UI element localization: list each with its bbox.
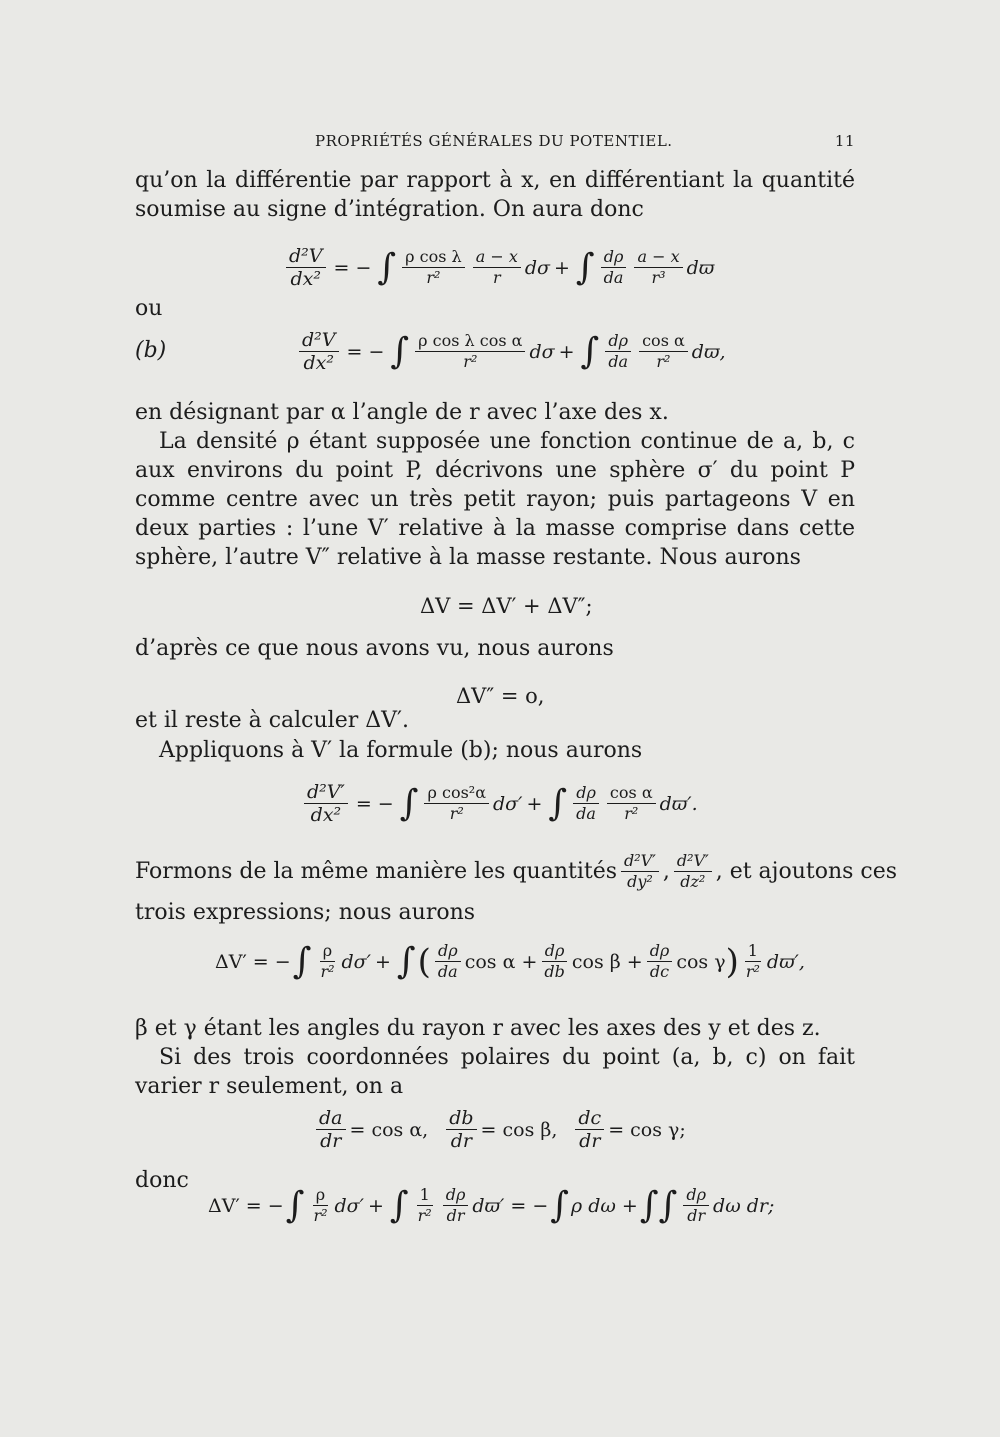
formula-5: $\frac{\text{d²V′}}{\text{dx²}}$ = − ∫ $\frac{\text{ρ cos²α}}{\text{r²}}$ dσ′ + ∫ $\frac{d\rho}{da}$ $\frac{\text{cos α}}{\text{r²}}$ dϖ′. [300, 782, 698, 825]
label-ou: ou [135, 296, 163, 321]
f1-t1b: $\frac{a - x}{r}$ [473, 248, 521, 287]
f7-c: $\frac{dc}{dr}$ [575, 1108, 604, 1151]
formula-4: ΔV″ = o, [456, 684, 545, 708]
f5-t2: $\frac{d\rho}{da}$ [573, 784, 599, 823]
formula-1: $\frac{\text{d²V}}{\text{dx²}}$ = − ∫ $\frac{\text{ρ cos λ}}{\text{r²}}$ $\frac{a - x}{r}$ dσ + ∫ $\frac{d\rho}{da}$ $\frac{a - x}{\text{r³}}$ dϖ [282, 246, 714, 289]
paragraph-5: et il reste à calculer ΔV′. [135, 708, 410, 733]
f2-t2b: $\frac{\text{cos α}}{\text{r²}}$ [639, 332, 688, 371]
paragraph-1: qu’on la différentie par rapport à x, en différentiant la quantité soumise au signe d’intégration. On aura donc [135, 168, 855, 222]
f5-t1: $\frac{\text{ρ cos²α}}{\text{r²}}$ [424, 784, 489, 823]
f6-b: $\frac{d\rho}{db}$ [541, 942, 567, 981]
paragraph-3: La densité ρ étant supposée une fonction continue de a, b, c aux environs du point P, décrivons une sphère σ′ du point P comme centre avec un très petit rayon; puis partageons V en deux parties : l’une V′ relative à la masse comprise dans cette sphère, l’autre V″ relative à la masse restante. Nous aurons [135, 429, 855, 570]
f6-c: $\frac{d\rho}{dc}$ [647, 942, 673, 981]
f5-lhs: $\frac{\text{d²V′}}{\text{dx²}}$ [304, 782, 348, 825]
f6-a: $\frac{d\rho}{da}$ [435, 942, 461, 981]
formula-6: ΔV′ = − ∫ $\frac{\rho}{\text{r²}}$ dσ′ + ∫ ( $\frac{d\rho}{da}$ cos α + $\frac{d\rho}{db}$ cos β + $\frac{d\rho}{dc}$ cos γ ) $\frac{1}{\text{r²}}$ dϖ′, [215, 940, 805, 982]
formula-2: $\frac{\text{d²V}}{\text{dx²}}$ = − ∫ $\frac{\text{ρ cos λ cos α}}{\text{r²}}$ dσ + ∫ $\frac{d\rho}{da}$ $\frac{\text{cos α}}{\text{r²}}$ dϖ, [295, 330, 726, 373]
f2-t1: $\frac{\text{ρ cos λ cos α}}{\text{r²}}$ [415, 332, 525, 371]
f8-t4: $\frac{d\rho}{dr}$ [683, 1186, 709, 1225]
label-b: (b) [135, 338, 167, 363]
f7-a: $\frac{da}{dr}$ [316, 1108, 346, 1151]
paragraph-7-line-1: Formons de la même manière les quantités $\frac{\text{d²V′}}{\text{dy²}}$ , $\frac{\text{d²V′}}{\text{dz²}}$ , et ajoutons ces [135, 851, 898, 891]
paragraph-8: β et γ étant les angles du rayon r avec les axes des y et des z. [135, 1016, 821, 1041]
paragraph-2: en désignant par α l’angle de r avec l’axe des x. [135, 400, 669, 425]
f8-t2: $\frac{1}{\text{r²}}$ [417, 1185, 432, 1225]
inline-frac-dy: $\frac{\text{d²V′}}{\text{dy²}}$ [621, 852, 659, 891]
paragraph-7-line-2: trois expressions; nous aurons [135, 900, 476, 925]
f8-t1: $\frac{\rho}{\text{r²}}$ [313, 1185, 328, 1225]
f1-t2b: $\frac{a - x}{\text{r³}}$ [634, 248, 682, 287]
f7-b: $\frac{db}{dr}$ [446, 1108, 476, 1151]
formula-7: $\frac{da}{dr}$ = cos α, $\frac{db}{dr}$ = cos β, $\frac{dc}{dr}$ = cos γ; [312, 1108, 686, 1151]
f1-t2: $\frac{d\rho}{da}$ [601, 248, 627, 287]
f5-t2b: $\frac{\text{cos α}}{\text{r²}}$ [607, 784, 656, 823]
paragraph-6: Appliquons à V′ la formule (b); nous aurons [159, 738, 643, 763]
inline-frac-dz: $\frac{\text{d²V′}}{\text{dz²}}$ [674, 852, 712, 891]
label-donc: donc [135, 1168, 189, 1193]
f2-lhs: $\frac{\text{d²V}}{\text{dx²}}$ [299, 330, 339, 373]
f6-e: $\frac{1}{\text{r²}}$ [745, 941, 760, 981]
formula-8: ΔV′ = − ∫ $\frac{\rho}{\text{r²}}$ dσ′ + ∫ $\frac{1}{\text{r²}}$ $\frac{d\rho}{dr}$ dϖ′ = − ∫ ρ dω + ∫∫ $\frac{d\rho}{dr}$ dω dr; [208, 1184, 775, 1226]
f1-t1: $\frac{\text{ρ cos λ}}{\text{r²}}$ [402, 248, 465, 287]
paragraph-4: d’après ce que nous avons vu, nous aurons [135, 636, 614, 661]
formula-3: ΔV = ΔV′ + ΔV″; [420, 594, 593, 618]
header-title: PROPRIÉTÉS GÉNÉRALES DU POTENTIEL. [315, 132, 673, 150]
f2-t2: $\frac{d\rho}{da}$ [605, 332, 631, 371]
f1-lhs: $\frac{\text{d²V}}{\text{dx²}}$ [286, 246, 326, 289]
f6-t1: $\frac{\rho}{\text{r²}}$ [320, 941, 335, 981]
paragraph-9: Si des trois coordonnées polaires du point (a, b, c) on fait varier r seulement, on a [135, 1045, 855, 1099]
page-number: 11 [834, 132, 855, 150]
f8-t2b: $\frac{d\rho}{dr}$ [443, 1186, 469, 1225]
